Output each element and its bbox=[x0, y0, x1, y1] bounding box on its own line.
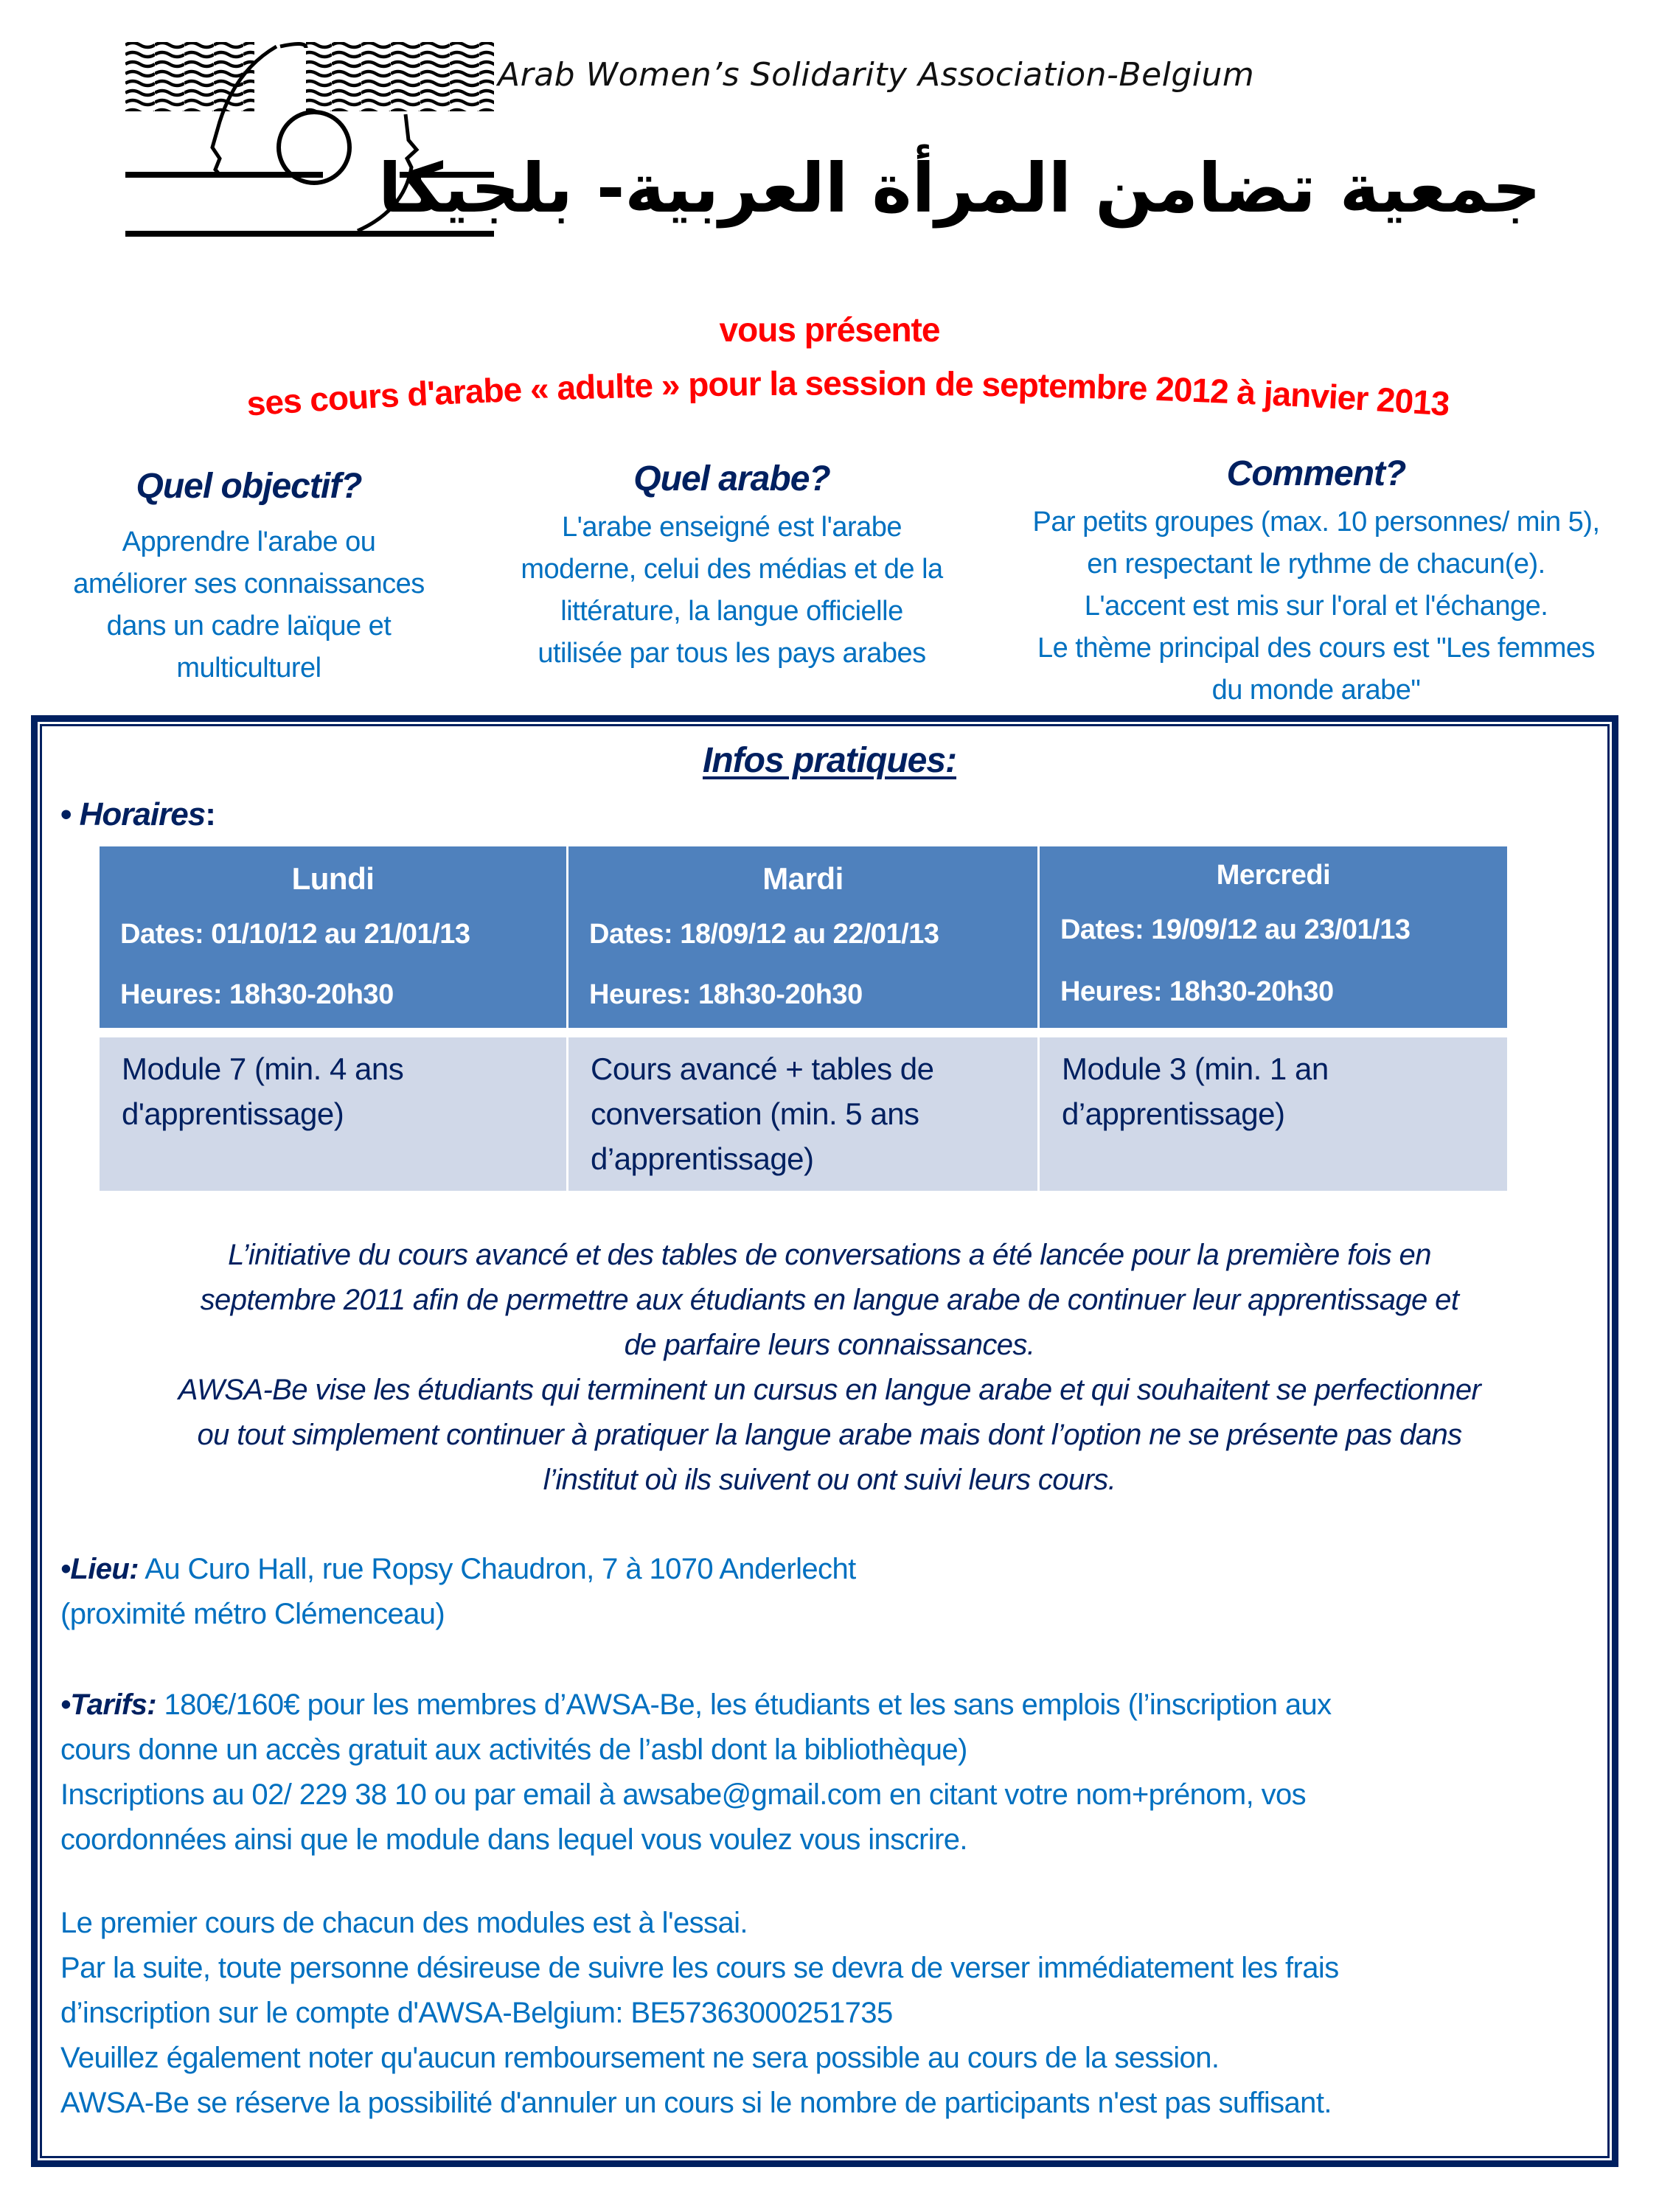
day-name: Mercredi bbox=[1216, 860, 1331, 891]
module-cell bbox=[1040, 1037, 1507, 1191]
pricing-section bbox=[60, 1683, 1609, 1863]
title-line-1: vous présente bbox=[719, 310, 940, 349]
objective-line: dans un cadre laïque et bbox=[106, 611, 392, 641]
module-line: Cours avancé + tables de bbox=[591, 1051, 934, 1086]
how-heading: Comment? bbox=[1226, 454, 1406, 493]
course-hours: Heures: 18h30-20h30 bbox=[1060, 976, 1334, 1007]
day-name: Mardi bbox=[762, 861, 844, 896]
which-arabic-line: L'arabe enseigné est l'arabe bbox=[561, 512, 902, 543]
schedule-label-text: Horaires bbox=[79, 796, 206, 832]
how-line: L'accent est mis sur l'oral et l'échange. bbox=[1084, 591, 1548, 622]
how-line: Le thème principal des cours est "Les femmes bbox=[1037, 633, 1596, 664]
module-line: d'apprentissage) bbox=[122, 1096, 344, 1131]
initiative-line: ou tout simplement continuer à pratiquer la langue arabe mais dont l’option ne se présente pas dans bbox=[197, 1419, 1462, 1451]
how-column bbox=[992, 453, 1641, 712]
initiative-line: de parfaire leurs connaissances. bbox=[624, 1329, 1035, 1361]
course-dates: Dates: 19/09/12 au 23/01/13 bbox=[1060, 914, 1411, 945]
objective-line: multiculturel bbox=[176, 653, 321, 684]
title-line-2-path: ses cours d'arabe « adulte » pour la session de septembre 2012 à janvier 2013 bbox=[245, 364, 1451, 423]
course-hours: Heures: 18h30-20h30 bbox=[120, 979, 394, 1010]
objective-text bbox=[41, 521, 457, 689]
objective-heading: Quel objectif? bbox=[136, 467, 362, 506]
which-arabic-column bbox=[476, 459, 988, 675]
condition-line: Le premier cours de chacun des modules est à l'essai. bbox=[60, 1907, 748, 1939]
schedule-header-cell bbox=[568, 846, 1037, 1028]
registration-text-cont: coordonnées ainsi que le module dans lequel vous voulez vous inscrire. bbox=[60, 1823, 967, 1856]
objective-line: Apprendre l'arabe ou bbox=[122, 526, 376, 557]
course-dates: Dates: 01/10/12 au 21/01/13 bbox=[120, 919, 470, 950]
schedule-label bbox=[60, 796, 215, 833]
which-arabic-line: littérature, la langue officielle bbox=[560, 596, 903, 627]
location-label: •Lieu: bbox=[60, 1553, 139, 1585]
bullet-icon: • bbox=[60, 796, 72, 832]
org-name-english: Arab Women’s Solidarity Association-Belgium bbox=[498, 56, 1255, 94]
objective-line: améliorer ses connaissances bbox=[73, 568, 425, 599]
practical-info-title: Infos pratiques: bbox=[702, 741, 957, 780]
initiative-line: septembre 2011 afin de permettre aux étudiants en langue arabe de continuer leur apprentissage et bbox=[200, 1284, 1459, 1316]
registration-text: Inscriptions au 02/ 229 38 10 ou par email à awsabe@gmail.com en citant votre nom+prénom, vos bbox=[60, 1778, 1307, 1811]
day-name: Lundi bbox=[291, 861, 375, 896]
initiative-line: AWSA-Be vise les étudiants qui terminent un cursus en langue arabe et qui souhaitent se perfectionner bbox=[178, 1374, 1481, 1406]
initiative-line: l’institut où ils suivent ou ont suivi leurs cours. bbox=[543, 1464, 1116, 1496]
module-line: conversation (min. 5 ans bbox=[591, 1096, 919, 1131]
module-line: Module 3 (min. 1 an bbox=[1061, 1051, 1329, 1086]
which-arabic-text bbox=[476, 507, 988, 675]
which-arabic-heading: Quel arabe? bbox=[633, 459, 830, 498]
initiative-paragraph bbox=[52, 1233, 1607, 1503]
conditions-section bbox=[60, 1901, 1609, 2126]
condition-line: AWSA-Be se réserve la possibilité d'annuler un cours si le nombre de participants n'est pas suffisant. bbox=[60, 2087, 1332, 2119]
module-line: Module 7 (min. 4 ans bbox=[122, 1051, 404, 1086]
schedule-header-cell bbox=[1040, 846, 1507, 1028]
how-line: Par petits groupes (max. 10 personnes/ min 5), bbox=[1032, 507, 1600, 538]
location-section bbox=[60, 1547, 1609, 1637]
schedule-table bbox=[100, 846, 1507, 1191]
module-line: d’apprentissage) bbox=[591, 1141, 814, 1176]
schedule-header-cell bbox=[100, 846, 566, 1028]
course-hours: Heures: 18h30-20h30 bbox=[589, 979, 863, 1010]
location-metro: (proximité métro Clémenceau) bbox=[60, 1598, 445, 1630]
schedule-header-row bbox=[100, 846, 1507, 1028]
condition-line: d’inscription sur le compte d'AWSA-Belgium: BE57363000251735 bbox=[60, 1997, 893, 2029]
title-line-2-text bbox=[246, 364, 1450, 422]
condition-line: Veuillez également noter qu'aucun remboursement ne sera possible au cours de la session. bbox=[60, 2042, 1220, 2074]
how-line: en respectant le rythme de chacun(e). bbox=[1087, 549, 1545, 580]
initiative-line: L’initiative du cours avancé et des tables de conversations a été lancée pour la première fois en bbox=[228, 1239, 1431, 1271]
org-name-arabic: جمعية تضامن المرأة العربية- بلجيكا bbox=[378, 149, 1541, 228]
pricing-text-cont: cours donne un accès gratuit aux activités de l’asbl dont la bibliothèque) bbox=[60, 1733, 967, 1766]
which-arabic-line: moderne, celui des médias et de la bbox=[521, 554, 943, 585]
objective-column bbox=[41, 466, 457, 689]
schedule-label-colon: : bbox=[205, 796, 215, 832]
module-line: d’apprentissage) bbox=[1061, 1096, 1285, 1131]
module-cell bbox=[568, 1037, 1037, 1191]
module-cell bbox=[100, 1037, 566, 1191]
schedule-module-row bbox=[100, 1037, 1507, 1191]
which-arabic-line: utilisée par tous les pays arabes bbox=[538, 638, 926, 669]
pricing-label: •Tarifs: bbox=[60, 1688, 156, 1721]
pricing-text: 180€/160€ pour les membres d’AWSA-Be, les étudiants et les sans emplois (l’inscription aux bbox=[156, 1688, 1332, 1721]
location-address: Au Curo Hall, rue Ropsy Chaudron, 7 à 1070 Anderlecht bbox=[138, 1553, 856, 1585]
title-line-2 bbox=[147, 352, 1548, 434]
condition-line: Par la suite, toute personne désireuse de suivre les cours se devra de verser immédiatement les frais bbox=[60, 1952, 1339, 1984]
how-line: du monde arabe" bbox=[1211, 675, 1421, 706]
course-dates: Dates: 18/09/12 au 22/01/13 bbox=[589, 919, 939, 950]
how-text bbox=[992, 501, 1641, 712]
